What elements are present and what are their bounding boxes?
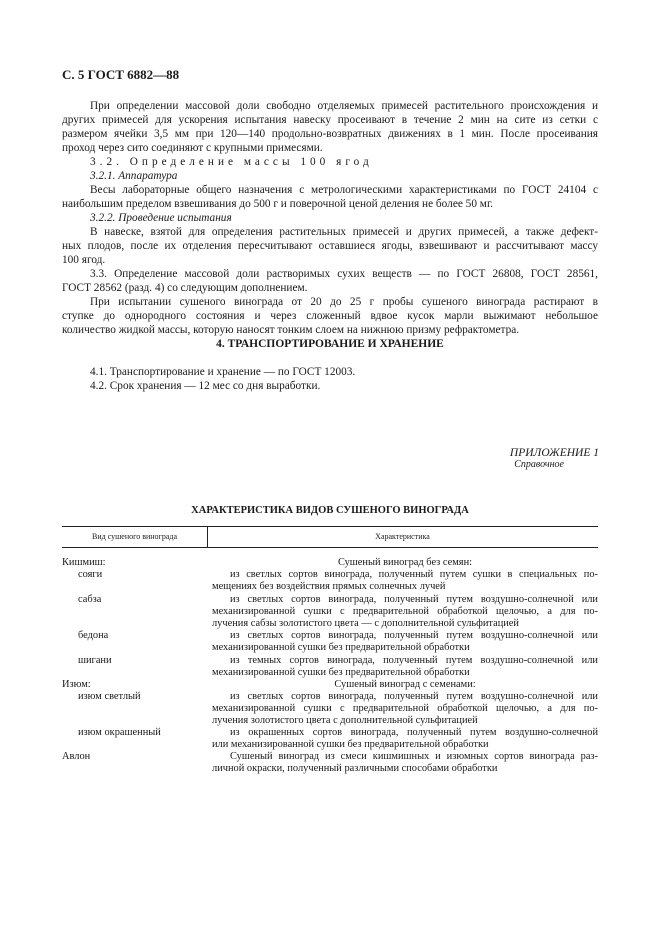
table-row-label: шигани (78, 655, 112, 666)
paragraph-line: размером ячейки 3,5 мм при 120—140 продольно-возвратных движениях в 1 мин. После просеивания (62, 128, 598, 140)
table-row-label: изюм окрашенный (78, 727, 161, 738)
section-3-2-2-heading: 3.2.2. Проведение испытания (90, 212, 232, 224)
paragraph-line: ступке до однородного состояния и через сложенный вдвое кусок марли выжимают небольшое (62, 310, 598, 322)
appendix-note: Справочное (514, 459, 564, 470)
paragraph-line: При определении массовой доли свободно отделяемых примесей растительного происхождения и (90, 100, 598, 112)
table-title: ХАРАКТЕРИСТИКА ВИДОВ СУШЕНОГО ВИНОГРАДА (191, 505, 469, 516)
table-row-text: лучения золотистого цвета с дополнительной сульфитацией (212, 715, 478, 726)
table-row-text: личной окраски, полученный различными способами обработки (212, 763, 498, 774)
paragraph-line: ГОСТ 28562 (разд. 4) со следующим дополнением. (62, 282, 308, 294)
section-4-heading: 4. ТРАНСПОРТИРОВАНИЕ И ХРАНЕНИЕ (216, 338, 444, 350)
table-row-text: из темных сортов винограда, полученный путем воздушно-солнечной или (230, 655, 598, 666)
table-group-kishmish: Кишмиш: (62, 557, 106, 568)
paragraph-line: 3.3. Определение массовой доли растворимых сухих веществ — по ГОСТ 26808, ГОСТ 28561, (90, 268, 598, 280)
paragraph-line: Весы лабораторные общего назначения с метрологическими характеристиками по ГОСТ 24104 с (90, 184, 598, 196)
paragraph-line: наибольшим пределом взвешивания до 500 г и поверочной ценой деления не более 50 мг. (62, 198, 494, 210)
section-3-2-1-heading: 3.2.1. Аппаратура (90, 170, 178, 182)
table-row-text: или механизированной сушки без предварительной обработки (212, 739, 489, 750)
table-row-text: механизированной сушки с предварительной обработкой щелочью, а для по- (212, 606, 598, 617)
table-row-label: бедона (78, 630, 109, 641)
appendix-label: ПРИЛОЖЕНИЕ 1 (509, 447, 599, 459)
table-row-text: механизированной сушки без предварительной обработки (212, 667, 470, 678)
table-group-note: Сушеный виноград с семенами: (334, 679, 476, 690)
paragraph-line: 4.1. Транспортирование и хранение — по ГОСТ 12003. (90, 366, 356, 378)
table-header-rule (62, 547, 598, 548)
table-row-text: лучения сабзы золотистого цвета — с дополнительной сульфитацией (212, 618, 519, 629)
paragraph-line: проход через сито соединяют с крупными примесями. (62, 142, 323, 154)
table-group-izyum: Изюм: (62, 679, 91, 690)
section-3-2-heading: 3.2. Определение массы 100 ягод (90, 156, 373, 168)
table-header-kind: Вид сушеного винограда (92, 532, 177, 541)
table-row-label: изюм светлый (78, 691, 141, 702)
table-group-note: Сушеный виноград без семян: (337, 557, 473, 568)
paragraph-line: 100 ягод. (62, 254, 106, 266)
table-row-text: механизированной сушки без предварительной обработки (212, 642, 470, 653)
table-row-text: из светлых сортов винограда, полученный путем воздушно-солнечной или (230, 691, 598, 702)
table-row-text: из светлых сортов винограда, полученный путем сушки в специальных по- (230, 569, 598, 580)
page-header: С. 5 ГОСТ 6882—88 (62, 67, 180, 82)
paragraph-line: других примесей для ускорения испытания навеску просеивают в течение 2 мин на сите из сетки с (62, 114, 598, 126)
table-row-text: из светлых сортов винограда, полученный путем воздушно-солнечной или (230, 594, 598, 605)
paragraph-line: количество жидкой массы, которую наносят тонким слоем на нижнюю призму рефрактометра. (62, 324, 520, 336)
table-row-label: сабза (78, 594, 102, 605)
table-row-label: сояги (78, 569, 103, 580)
paragraph-line: При испытании сушеного винограда от 20 до 25 г пробы сушеного винограда растирают в (90, 296, 598, 308)
paragraph-line: 4.2. Срок хранения — 12 мес со дня выработки. (90, 380, 321, 392)
table-row-text: из светлых сортов винограда, полученный путем воздушно-солнечной или (230, 630, 598, 641)
paragraph-line: В навеске, взятой для определения растительных примесей и других примесей, а также дефект- (90, 226, 598, 238)
table-row-text: механизированной сушки с предварительной обработкой щелочью, а для по- (212, 703, 598, 714)
table-row-text: из окрашенных сортов винограда, полученный путем воздушно-солнечной (230, 727, 598, 738)
table-row-text: Сушеный виноград из смеси кишмишных и изюмных сортов винограда раз- (230, 751, 598, 762)
table-header-characteristic: Характеристика (375, 532, 430, 541)
table-row-label: Авлон (62, 751, 91, 762)
table-top-rule (62, 526, 598, 527)
paragraph-line: ных плодов, после их отделения пересчитывают оставшиеся ягоды, взвешивают и рассчитывают массу (62, 240, 598, 252)
table-row-text: мещениях без воздействия прямых солнечных лучей (212, 581, 446, 592)
